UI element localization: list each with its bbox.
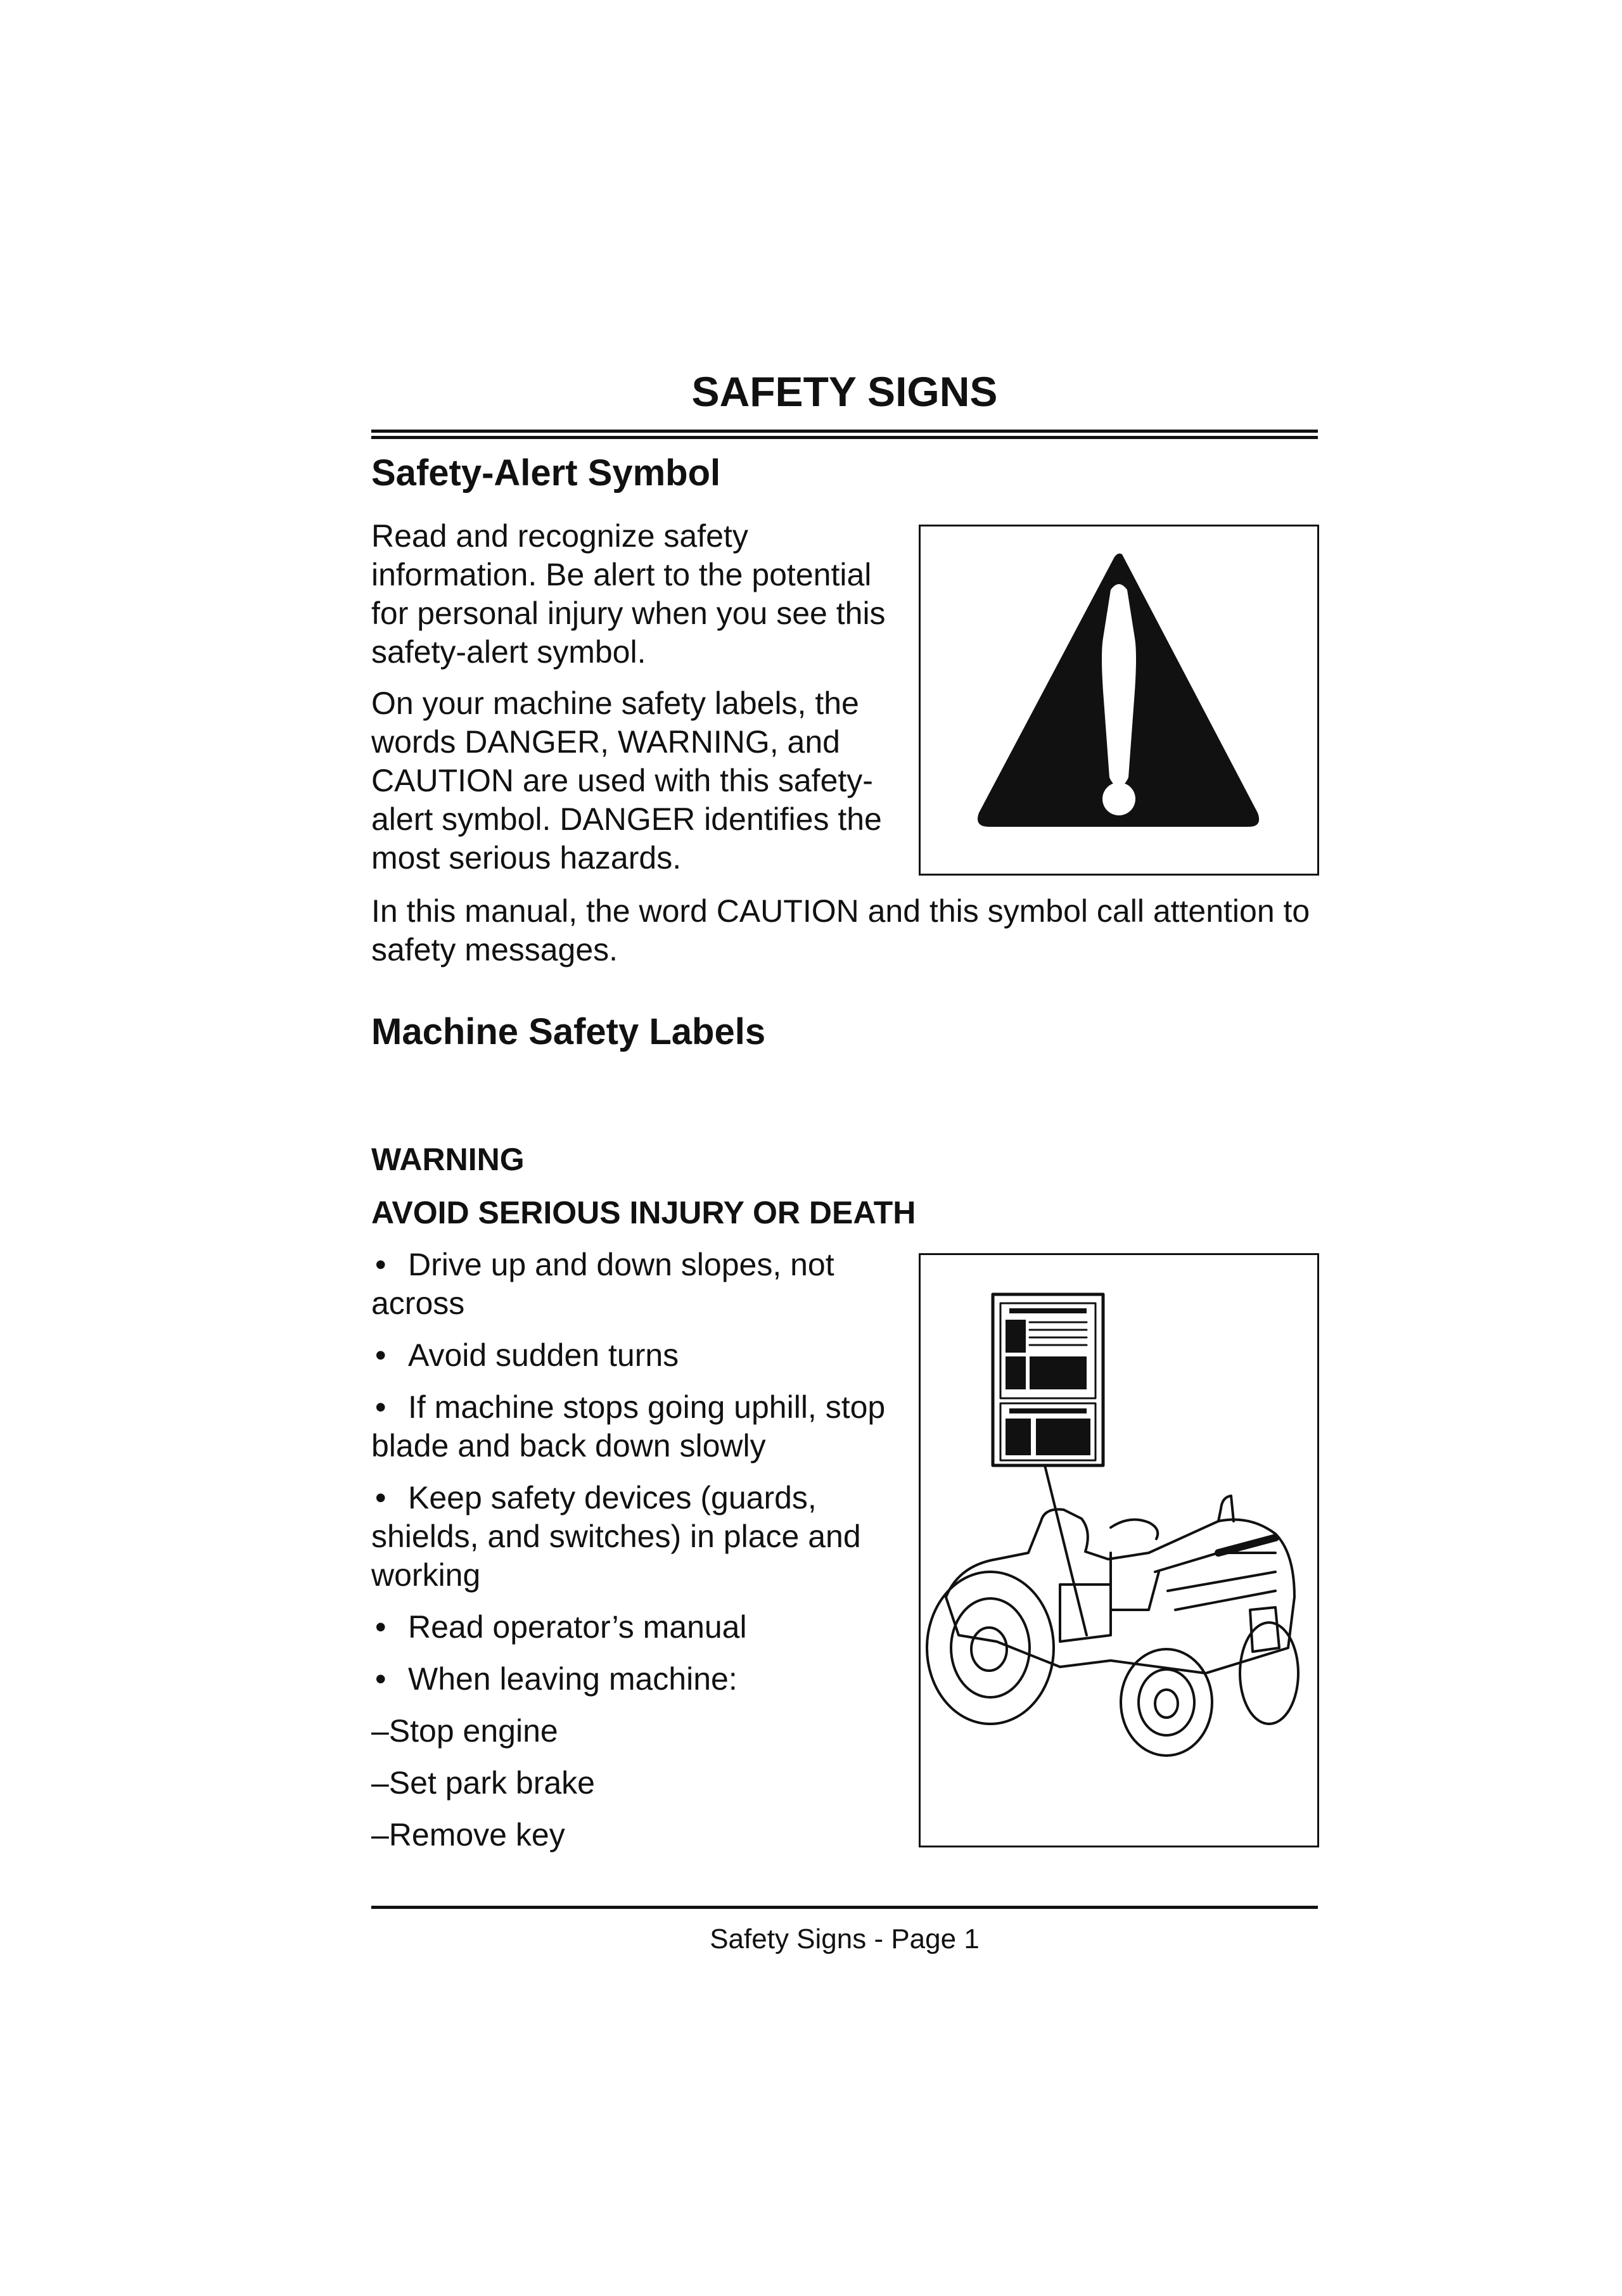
bullet-marker: •	[375, 1609, 386, 1645]
page-title: SAFETY SIGNS	[691, 368, 998, 415]
safety-alert-paragraph-1: Read and recognize safety information. Be alert to the potential for personal injury when you see this safety-alert symbol.	[371, 518, 886, 670]
bullet-marker: •	[375, 1480, 386, 1515]
footer-rule	[371, 1906, 1318, 1909]
tractor-label-figure	[919, 1253, 1319, 1847]
safety-alert-paragraph-2: On your machine safety labels, the words DANGER, WARNING, and CAUTION are used with this safety-alert symbol. DANGER identifies the most serious hazards.	[371, 686, 882, 876]
list-item: • When leaving machine:	[371, 1660, 916, 1699]
bullet-marker: •	[375, 1247, 386, 1282]
warning-bullet-list	[371, 1246, 916, 1868]
rear-wheel-icon	[927, 1572, 1054, 1724]
page-footer: Safety Signs - Page 1	[710, 1923, 980, 1955]
tractor-body	[946, 1496, 1294, 1673]
title-double-rule	[371, 430, 1318, 439]
warning-heading: WARNING	[371, 1142, 525, 1177]
bullet-marker: •	[375, 1389, 386, 1425]
avoid-injury-subheading: AVOID SERIOUS INJURY OR DEATH	[371, 1195, 916, 1230]
safety-alert-heading: Safety-Alert Symbol	[371, 452, 721, 494]
lawn-tractor-illustration	[921, 1255, 1317, 1846]
safety-alert-paragraph-3: In this manual, the word CAUTION and this symbol call attention to safety messages.	[371, 893, 1310, 967]
front-wheel-icon	[1121, 1623, 1298, 1756]
list-item: • Read operator’s manual	[371, 1608, 916, 1647]
list-item: • Drive up and down slopes, not across	[371, 1247, 834, 1321]
safety-alert-triangle-icon	[921, 526, 1317, 874]
list-item: –Set park brake	[371, 1765, 595, 1801]
list-item: –Remove key	[371, 1817, 565, 1853]
machine-safety-labels-heading: Machine Safety Labels	[371, 1011, 766, 1052]
list-item: • If machine stops going uphill, stop blade and back down slowly	[371, 1389, 886, 1464]
bullet-marker: •	[375, 1661, 386, 1697]
list-item: • Avoid sudden turns	[371, 1336, 916, 1375]
bullet-marker: •	[375, 1337, 386, 1373]
list-item: –Stop engine	[371, 1713, 558, 1749]
safety-alert-symbol-figure	[919, 525, 1319, 876]
list-item: • Keep safety devices (guards, shields, and switches) in place and working	[371, 1480, 861, 1593]
